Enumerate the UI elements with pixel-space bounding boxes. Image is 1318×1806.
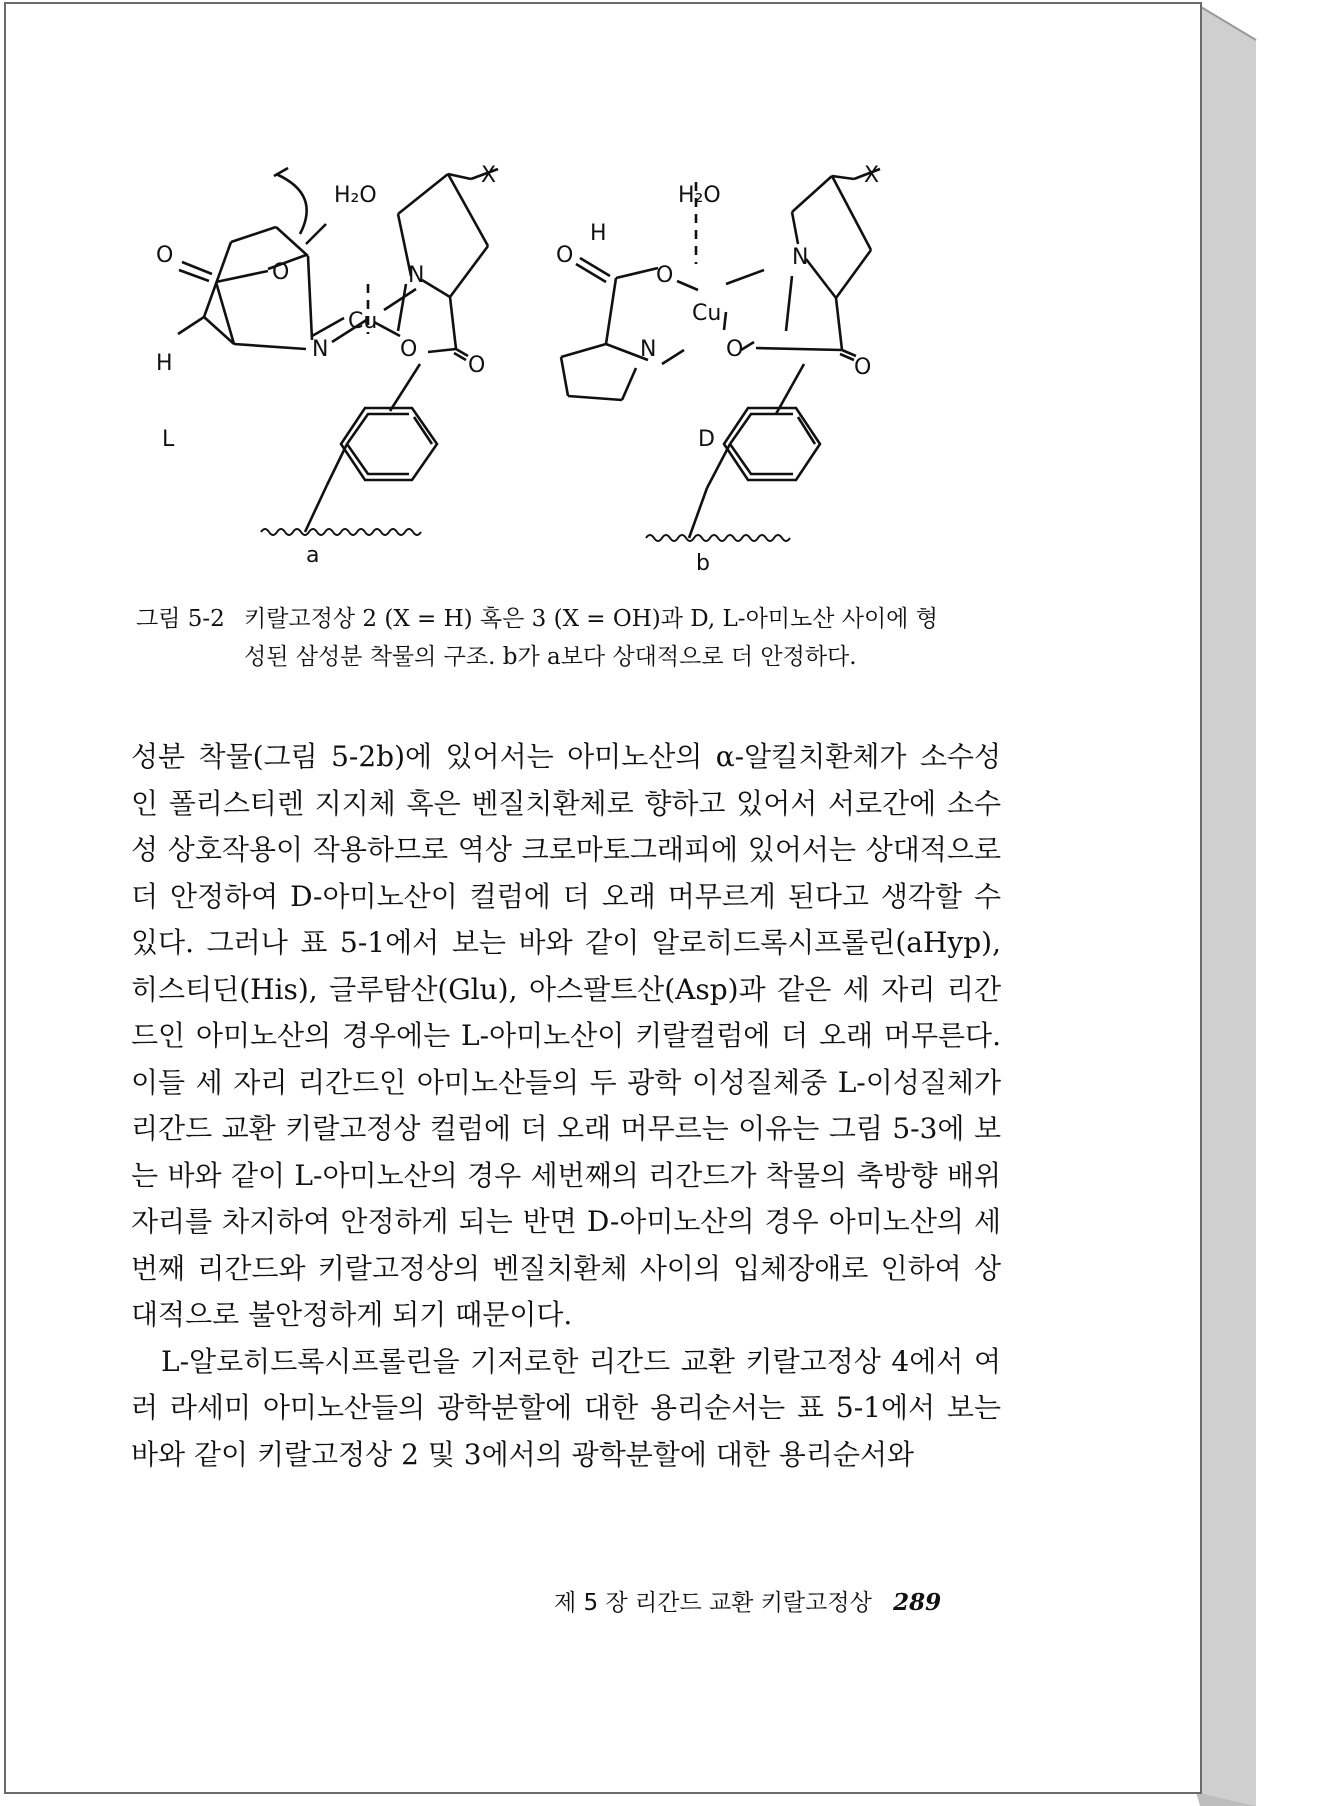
running-footer <box>554 1584 941 1617</box>
a-carbonyl-o-right: O <box>468 353 486 378</box>
paragraph: L-알로히드록시프롤린을 기저로한 리간드 교환 키랄고정상 4에서 여러 라세미 아미노산들의 광학분할에 대한 용리순서는 표 5-1에서 보는 바와 같이 키랄고정상 2 및 3에서의 광학분할에 대한 용리순서와 <box>131 1344 1001 1471</box>
b-o-left: O <box>656 263 674 288</box>
b-n-left: N <box>640 337 657 362</box>
b-o-chelate: O <box>726 337 744 362</box>
b-metal-cu: Cu <box>692 301 722 326</box>
page <box>4 2 1202 1794</box>
b-carbonyl-o-right: O <box>854 355 872 380</box>
b-n-right: N <box>792 245 809 270</box>
a-h: H <box>156 351 173 376</box>
caption-text-1: 키랄고정상 2 (X = H) 혹은 3 (X = OH)과 D, L-아미노산 사이에 형 <box>244 606 938 632</box>
a-metal-cu: Cu <box>348 309 378 334</box>
a-carbonyl-o-left: O <box>156 243 174 268</box>
b-config-d: D <box>698 427 715 452</box>
chemical-structures <box>156 124 1056 584</box>
b-panel-label: b <box>696 551 710 576</box>
body-text <box>131 734 1001 1478</box>
a-o-left: O <box>272 260 290 285</box>
figure-5-2 <box>156 124 1056 584</box>
a-n-right: N <box>408 263 425 288</box>
b-water: H₂O <box>678 183 721 208</box>
page-number: 289 <box>893 1589 942 1616</box>
a-o-chelate: O <box>400 337 418 362</box>
caption-label: 그림 5-2 <box>136 606 225 632</box>
b-axial-x: X <box>864 163 880 188</box>
a-panel-label: a <box>306 543 320 568</box>
figure-caption <box>136 600 1006 676</box>
chapter-title: 제 5 장 리간드 교환 키랄고정상 <box>554 1590 872 1616</box>
a-water: H₂O <box>334 183 377 208</box>
b-h: H <box>590 221 607 246</box>
caption-line-2: 성된 삼성분 착물의 구조. b가 a보다 상대적으로 더 안정하다. <box>244 644 857 670</box>
b-carbonyl-o-left: O <box>556 243 574 268</box>
a-config-l: L <box>162 427 175 452</box>
caption-line-1 <box>136 600 1006 638</box>
a-n-left: N <box>312 337 329 362</box>
a-axial-x: X <box>481 163 497 188</box>
paragraph: 성분 착물(그림 5-2b)에 있어서는 아미노산의 α-알킬치환체가 소수성 인 폴리스티렌 지지체 혹은 벤질치환체로 향하고 있어서 서로간에 소수성 상호작용이 작용하므로 역상 크로마토그래피에 있어서는 상대적으로 더 안정하여 D-아미노산이 컬럼에 더 오래 머무르게 된다고 생각할 수 있다. 그러나 표 5-1에서 보는 바와 같이 알로히드록시프롤린(aHyp), 히스티딘(His), 글루탐산(Glu), 아스팔트산(Asp)과 같은 세 자리 리간드인 아미노산의 경우에는 L-아미노산이 키랄컬럼에 더 오래 머무른다. 이들 세 자리 리간드인 아미노산들의 두 광학 이성질체중 L-이성질체가 리간드 교환 키랄고정상 컬럼에 더 오래 머무르는 이유는 그림 5-3에 보는 바와 같이 L-아미노산의 경우 세번째의 리간드가 착물의 축방향 배위자리를 차지하여 안정하게 되는 반면 D-아미노산의 경우 아미노산의 세번째 리간드와 키랄고정상의 벤질치환체 사이의 입체장애로 인하여 상대적으로 불안정하게 되기 때문이다. <box>131 740 1001 1331</box>
